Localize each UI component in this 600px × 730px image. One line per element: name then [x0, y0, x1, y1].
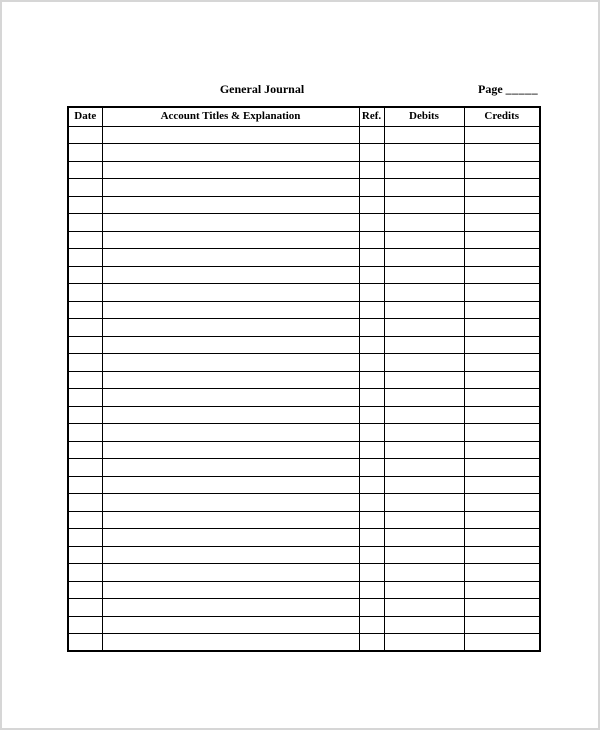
journal-row: [68, 249, 540, 267]
cell-account-titles[interactable]: [102, 144, 359, 162]
cell-credits[interactable]: [464, 511, 540, 529]
document-title: General Journal: [219, 82, 305, 96]
cell-date[interactable]: [68, 284, 102, 302]
cell-debits[interactable]: [384, 494, 464, 512]
cell-debits[interactable]: [384, 214, 464, 232]
journal-row: [68, 336, 540, 354]
journal-row: [68, 144, 540, 162]
cell-date[interactable]: [68, 546, 102, 564]
cell-ref[interactable]: [359, 196, 384, 214]
journal-row: [68, 424, 540, 442]
cell-account-titles[interactable]: [102, 354, 359, 372]
cell-debits[interactable]: [384, 371, 464, 389]
cell-ref[interactable]: [359, 599, 384, 617]
cell-date[interactable]: [68, 354, 102, 372]
journal-row: [68, 161, 540, 179]
cell-account-titles[interactable]: [102, 389, 359, 407]
cell-debits[interactable]: [384, 179, 464, 197]
journal-row: [68, 581, 540, 599]
cell-credits[interactable]: [464, 284, 540, 302]
cell-credits[interactable]: [464, 266, 540, 284]
cell-debits[interactable]: [384, 546, 464, 564]
cell-account-titles[interactable]: [102, 231, 359, 249]
cell-account-titles[interactable]: [102, 214, 359, 232]
cell-date[interactable]: [68, 494, 102, 512]
cell-debits[interactable]: [384, 424, 464, 442]
cell-account-titles[interactable]: [102, 179, 359, 197]
cell-date[interactable]: [68, 389, 102, 407]
cell-date[interactable]: [68, 249, 102, 267]
journal-row: [68, 616, 540, 634]
cell-debits[interactable]: [384, 406, 464, 424]
cell-ref[interactable]: [359, 441, 384, 459]
cell-ref[interactable]: [359, 266, 384, 284]
cell-credits[interactable]: [464, 214, 540, 232]
journal-row: [68, 634, 540, 652]
journal-table-body: [68, 126, 540, 651]
cell-ref[interactable]: [359, 406, 384, 424]
cell-ref[interactable]: [359, 284, 384, 302]
cell-ref[interactable]: [359, 511, 384, 529]
journal-row: [68, 546, 540, 564]
cell-account-titles[interactable]: [102, 529, 359, 547]
cell-account-titles[interactable]: [102, 476, 359, 494]
cell-date[interactable]: [68, 196, 102, 214]
cell-account-titles[interactable]: [102, 634, 359, 652]
journal-table: [67, 106, 541, 652]
journal-row: [68, 371, 540, 389]
cell-debits[interactable]: [384, 581, 464, 599]
cell-account-titles[interactable]: [102, 161, 359, 179]
cell-credits[interactable]: [464, 441, 540, 459]
cell-ref[interactable]: [359, 546, 384, 564]
cell-debits[interactable]: [384, 389, 464, 407]
cell-account-titles[interactable]: [102, 599, 359, 617]
cell-ref[interactable]: [359, 126, 384, 144]
cell-account-titles[interactable]: [102, 406, 359, 424]
cell-credits[interactable]: [464, 179, 540, 197]
cell-credits[interactable]: [464, 494, 540, 512]
cell-ref[interactable]: [359, 564, 384, 582]
cell-credits[interactable]: [464, 634, 540, 652]
cell-date[interactable]: [68, 266, 102, 284]
cell-account-titles[interactable]: [102, 494, 359, 512]
cell-credits[interactable]: [464, 529, 540, 547]
cell-ref[interactable]: [359, 336, 384, 354]
cell-ref[interactable]: [359, 161, 384, 179]
cell-credits[interactable]: [464, 581, 540, 599]
cell-account-titles[interactable]: [102, 249, 359, 267]
page-number-field: [478, 82, 538, 96]
cell-credits[interactable]: [464, 196, 540, 214]
cell-credits[interactable]: [464, 424, 540, 442]
cell-account-titles[interactable]: [102, 266, 359, 284]
cell-ref[interactable]: [359, 459, 384, 477]
cell-credits[interactable]: [464, 564, 540, 582]
journal-row: [68, 214, 540, 232]
cell-date[interactable]: [68, 214, 102, 232]
cell-date[interactable]: [68, 564, 102, 582]
cell-debits[interactable]: [384, 284, 464, 302]
cell-date[interactable]: [68, 126, 102, 144]
cell-date[interactable]: [68, 301, 102, 319]
cell-date[interactable]: [68, 441, 102, 459]
cell-ref[interactable]: [359, 214, 384, 232]
cell-account-titles[interactable]: [102, 336, 359, 354]
cell-date[interactable]: [68, 144, 102, 162]
cell-ref[interactable]: [359, 494, 384, 512]
cell-credits[interactable]: [464, 406, 540, 424]
cell-debits[interactable]: [384, 459, 464, 477]
cell-ref[interactable]: [359, 634, 384, 652]
cell-date[interactable]: [68, 616, 102, 634]
journal-row: [68, 441, 540, 459]
page-number-blank[interactable]: _____: [505, 82, 539, 96]
cell-account-titles[interactable]: [102, 581, 359, 599]
cell-credits[interactable]: [464, 336, 540, 354]
cell-credits[interactable]: [464, 319, 540, 337]
cell-debits[interactable]: [384, 319, 464, 337]
cell-credits[interactable]: [464, 126, 540, 144]
journal-row: [68, 389, 540, 407]
cell-debits[interactable]: [384, 511, 464, 529]
cell-ref[interactable]: [359, 476, 384, 494]
cell-date[interactable]: [68, 319, 102, 337]
cell-account-titles[interactable]: [102, 441, 359, 459]
cell-debits[interactable]: [384, 599, 464, 617]
column-header-credits: Credits: [464, 107, 540, 126]
cell-debits[interactable]: [384, 249, 464, 267]
cell-date[interactable]: [68, 336, 102, 354]
cell-debits[interactable]: [384, 336, 464, 354]
cell-debits[interactable]: [384, 196, 464, 214]
column-header-debits: Debits: [384, 107, 464, 126]
journal-row: [68, 529, 540, 547]
cell-account-titles[interactable]: [102, 126, 359, 144]
column-header-ref: Ref.: [359, 107, 384, 126]
cell-debits[interactable]: [384, 564, 464, 582]
cell-debits[interactable]: [384, 301, 464, 319]
journal-row: [68, 354, 540, 372]
cell-debits[interactable]: [384, 161, 464, 179]
cell-date[interactable]: [68, 424, 102, 442]
journal-row: [68, 511, 540, 529]
journal-row: [68, 476, 540, 494]
cell-account-titles[interactable]: [102, 284, 359, 302]
cell-date[interactable]: [68, 511, 102, 529]
cell-account-titles[interactable]: [102, 196, 359, 214]
journal-row: [68, 494, 540, 512]
cell-credits[interactable]: [464, 459, 540, 477]
cell-date[interactable]: [68, 581, 102, 599]
cell-credits[interactable]: [464, 546, 540, 564]
cell-date[interactable]: [68, 406, 102, 424]
page-label: Page: [478, 82, 503, 96]
cell-ref[interactable]: [359, 616, 384, 634]
cell-account-titles[interactable]: [102, 424, 359, 442]
journal-row: [68, 266, 540, 284]
cell-date[interactable]: [68, 179, 102, 197]
cell-credits[interactable]: [464, 476, 540, 494]
cell-debits[interactable]: [384, 441, 464, 459]
cell-credits[interactable]: [464, 616, 540, 634]
cell-date[interactable]: [68, 476, 102, 494]
cell-ref[interactable]: [359, 371, 384, 389]
cell-credits[interactable]: [464, 231, 540, 249]
cell-credits[interactable]: [464, 301, 540, 319]
journal-row: [68, 406, 540, 424]
column-header-date: Date: [68, 107, 102, 126]
cell-ref[interactable]: [359, 249, 384, 267]
cell-date[interactable]: [68, 599, 102, 617]
cell-credits[interactable]: [464, 144, 540, 162]
cell-debits[interactable]: [384, 266, 464, 284]
cell-ref[interactable]: [359, 144, 384, 162]
cell-credits[interactable]: [464, 161, 540, 179]
cell-credits[interactable]: [464, 389, 540, 407]
cell-date[interactable]: [68, 634, 102, 652]
journal-row: [68, 459, 540, 477]
cell-credits[interactable]: [464, 599, 540, 617]
cell-account-titles[interactable]: [102, 301, 359, 319]
cell-ref[interactable]: [359, 389, 384, 407]
cell-date[interactable]: [68, 459, 102, 477]
cell-debits[interactable]: [384, 616, 464, 634]
cell-date[interactable]: [68, 529, 102, 547]
journal-row: [68, 319, 540, 337]
cell-account-titles[interactable]: [102, 564, 359, 582]
cell-account-titles[interactable]: [102, 319, 359, 337]
cell-credits[interactable]: [464, 354, 540, 372]
cell-account-titles[interactable]: [102, 371, 359, 389]
journal-row: [68, 301, 540, 319]
cell-date[interactable]: [68, 161, 102, 179]
journal-row: [68, 231, 540, 249]
journal-header-row: [68, 107, 540, 126]
cell-ref[interactable]: [359, 319, 384, 337]
cell-debits[interactable]: [384, 529, 464, 547]
cell-ref[interactable]: [359, 301, 384, 319]
cell-ref[interactable]: [359, 231, 384, 249]
journal-row: [68, 564, 540, 582]
cell-ref[interactable]: [359, 354, 384, 372]
cell-date[interactable]: [68, 371, 102, 389]
cell-ref[interactable]: [359, 529, 384, 547]
cell-ref[interactable]: [359, 179, 384, 197]
cell-credits[interactable]: [464, 371, 540, 389]
journal-row: [68, 179, 540, 197]
cell-account-titles[interactable]: [102, 459, 359, 477]
cell-ref[interactable]: [359, 581, 384, 599]
journal-row: [68, 284, 540, 302]
cell-debits[interactable]: [384, 634, 464, 652]
column-header-account-titles: Account Titles & Explanation: [102, 107, 359, 126]
journal-row: [68, 196, 540, 214]
cell-debits[interactable]: [384, 126, 464, 144]
cell-date[interactable]: [68, 231, 102, 249]
cell-ref[interactable]: [359, 424, 384, 442]
cell-account-titles[interactable]: [102, 546, 359, 564]
cell-account-titles[interactable]: [102, 511, 359, 529]
journal-row: [68, 599, 540, 617]
cell-credits[interactable]: [464, 249, 540, 267]
cell-debits[interactable]: [384, 476, 464, 494]
cell-account-titles[interactable]: [102, 616, 359, 634]
cell-debits[interactable]: [384, 144, 464, 162]
cell-debits[interactable]: [384, 354, 464, 372]
journal-row: [68, 126, 540, 144]
cell-debits[interactable]: [384, 231, 464, 249]
